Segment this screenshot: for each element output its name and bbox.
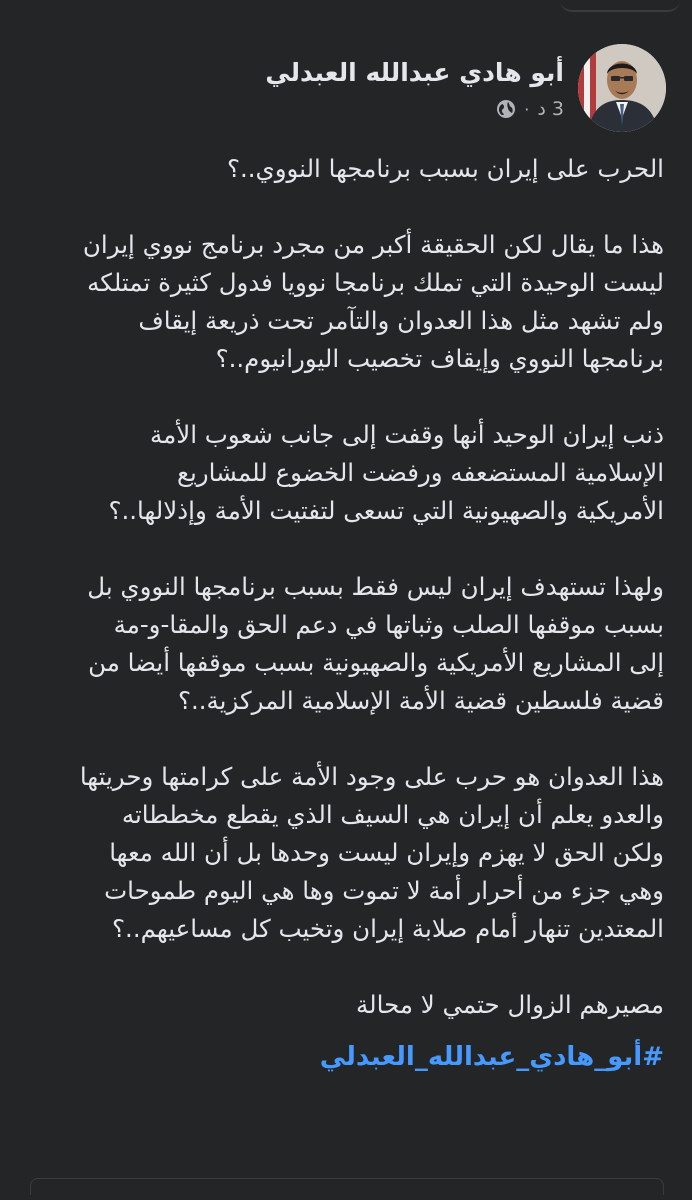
text-line: مصيرهم الزوال حتمي لا محالة	[356, 990, 664, 1019]
author-name[interactable]: أبو هادي عبدالله العبدلي	[265, 58, 564, 87]
meta-separator: ·	[524, 99, 530, 119]
text-line: هذا العدوان هو حرب على وجود الأمة على كرامتها وحريتها	[79, 762, 664, 791]
globe-icon[interactable]	[496, 99, 516, 119]
post-paragraph	[24, 986, 664, 1024]
post-paragraph	[24, 568, 664, 720]
avatar[interactable]	[578, 44, 666, 132]
post-paragraph	[24, 226, 664, 378]
reactions-bar-edge	[30, 1178, 664, 1195]
text-line: إلى المشاريع الأمريكية والصهيونية بسبب موقفها أيضا من	[88, 648, 664, 677]
text-line: وهي جزء من أحرار أمة لا تموت وها هي اليوم طموحات	[104, 876, 664, 905]
post-time[interactable]: 3 د	[537, 98, 564, 120]
text-line: ولهذا تستهدف إيران ليس فقط بسبب برنامجها النووي بل	[87, 572, 664, 601]
text-line: والعدو يعلم أن إيران هي السيف الذي يقطع مخططاته	[121, 800, 664, 829]
text-line: الأمريكية والصهيونية التي تسعى لتفتيت الأمة وإذلالها..؟	[108, 496, 664, 525]
avatar-image	[578, 44, 666, 132]
post-header	[26, 44, 666, 140]
post-meta	[496, 98, 564, 120]
text-line: المعتدين تنهار أمام صلابة إيران وتخيب كل مساعيهم..؟	[112, 914, 664, 943]
hashtag-link[interactable]: #أبو_هادي_عبدالله_العبدلي	[319, 1042, 664, 1072]
text-line: ولكن الحق لا يهزم وإيران ليست وحدها بل أن الله معها	[109, 838, 664, 867]
post-paragraph	[24, 416, 664, 530]
text-line: الحرب على إيران بسبب برنامجها النووي..؟	[226, 154, 664, 183]
text-line: برنامجها النووي وإيقاف تخصيب اليورانيوم..؟	[215, 344, 664, 373]
text-line: ولم تشهد مثل هذا العدوان والتآمر تحت ذريعة إيقاف	[138, 306, 664, 335]
text-line: ليست الوحيدة التي تملك برنامجا نوويا فدول كثيرة تمتلكه	[87, 268, 664, 297]
post-paragraph	[24, 150, 664, 188]
text-line: الإسلامية المستضعفه ورفضت الخضوع للمشاريع	[176, 458, 664, 487]
text-line: ذنب إيران الوحيد أنها وقفت إلى جانب شعوب الأمة	[149, 420, 664, 449]
text-line: قضية فلسطين قضية الأمة الإسلامية المركزية..؟	[177, 686, 664, 715]
text-line: بسبب موقفها الصلب وثباتها في دعم الحق والمقا-و-مة	[113, 610, 664, 639]
post-body	[24, 150, 664, 1076]
text-line: هذا ما يقال لكن الحقيقة أكبر من مجرد برنامج نووي إيران	[82, 230, 664, 259]
post-paragraph	[24, 758, 664, 948]
